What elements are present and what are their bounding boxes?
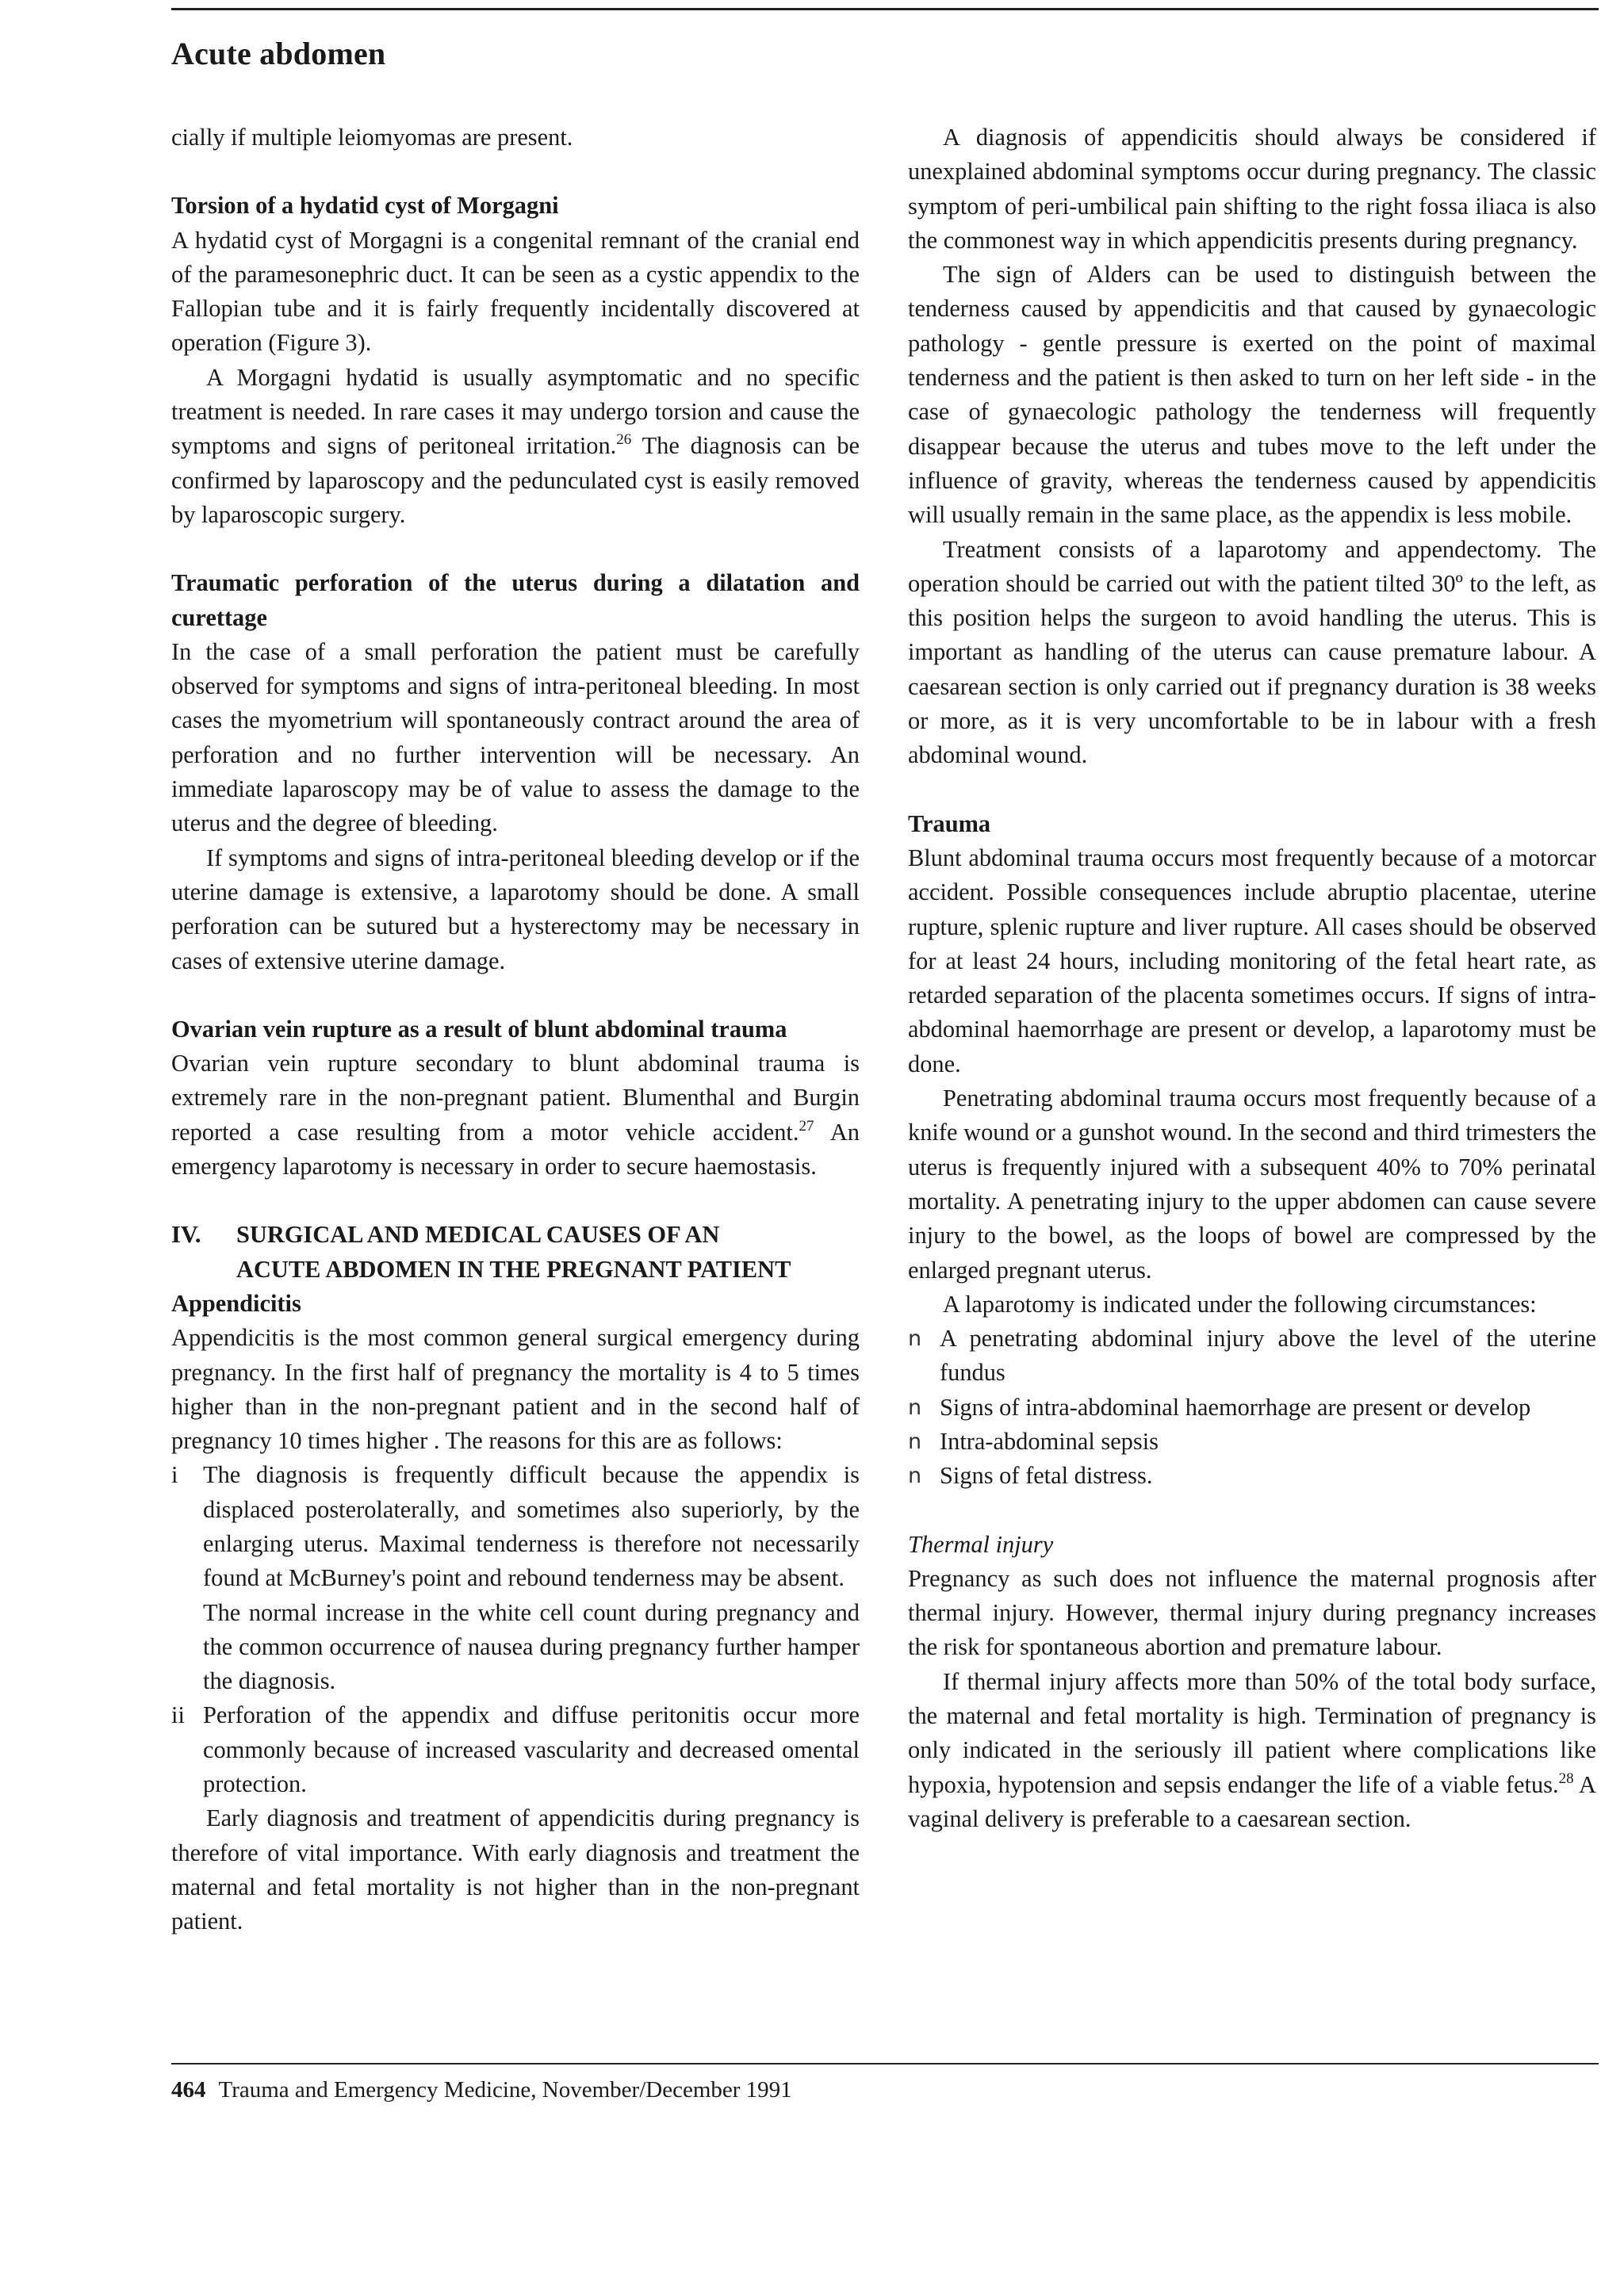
heading-thermal-injury: Thermal injury [908,1530,1054,1558]
page-number: 464 [171,2077,206,2103]
reference-26: 26 [616,431,632,449]
paragraph-trauma-3: A laparotomy is indicated under the following circumstances: [943,1290,1537,1318]
bullet-text: Intra-abdominal sepsis [940,1427,1159,1455]
bullet-item [908,1322,1596,1391]
bullet-marker: n [908,1429,922,1454]
bullet-marker: n [908,1326,922,1352]
paragraph-perforation-1: In the case of a small perforation the patient must be carefully observed for symptoms and signs of intra-peritoneal bleeding. In most cases the myometrium will spontaneously contract around the area of perforation and no further intervention will be necessary. An immediate laparoscopy may be of value to assess the damage to the uterus and the degree of bleeding. [171,637,860,837]
intro-paragraph: cially if multiple leiomyomas are present. [171,124,573,151]
heading-trauma: Trauma [908,809,991,837]
section-title-line-1: SURGICAL AND MEDICAL CAUSES OF AN [236,1221,720,1249]
bullet-text: Signs of fetal distress. [940,1462,1153,1490]
heading-ovarian: Ovarian vein rupture as a result of blunt abdominal trauma [171,1015,787,1043]
list-text: The diagnosis is frequently difficult because the appendix is displaced posterolaterally, and sometimes also superiorly, by the enlarging uterus. Maximal tenderness is therefore not necessarily found at McBurney's point and rebound tenderness may be absent. [203,1461,860,1592]
heading-perforation: Traumatic perforation of the uterus during a dilatation and curettage [171,569,860,631]
heading-appendicitis: Appendicitis [171,1289,301,1317]
right-column [908,121,1596,1836]
paragraph-trauma-2: Penetrating abdominal trauma occurs most frequently because of a knife wound or a gunshot wound. In the second and third trimesters the uterus is frequently injured with a subsequent 40% to 70% perinatal mortality. A penetrating injury to the upper abdomen can cause severe injury to the bowel, as the loops of bowel are compressed by the enlarged pregnant uterus. [908,1085,1596,1284]
list-item-i-continuation: The normal increase in the white cell count during pregnancy and the common occurrence of nausea during pregnancy further hamper the diagnosis. [203,1598,860,1695]
bullet-item [908,1459,1596,1493]
list-item-i [171,1458,860,1595]
paragraph-thermal-1: Pregnancy as such does not influence the maternal prognosis after thermal injury. However, thermal injury during pregnancy increases the risk for spontaneous abortion and premature labour. [908,1564,1596,1661]
section-heading [171,1218,860,1287]
list-marker: ii [171,1701,185,1729]
section-title-line-2: ACUTE ABDOMEN IN THE PREGNANT PATIENT [236,1255,791,1283]
bullet-text: Signs of intra-abdominal haemorrhage are present or develop [940,1393,1531,1421]
top-rule [171,8,1599,10]
heading-morgagni: Torsion of a hydatid cyst of Morgagni [171,192,559,220]
paragraph-thermal-2: If thermal injury affects more than 50% of the total body surface, the maternal and fetal mortality is high. Termination of pregnancy is only indicated in the seriously ill patient where complications like hypoxia, hypotension and sepsis endanger the life of a viable fetus.$^{28}$ A vaginal delivery is preferable to a caesarean section. [908,1667,1596,1832]
paragraph-morgagni-1: A hydatid cyst of Morgagni is a congenital remnant of the cranial end of the paramesonephric duct. It can be seen as a cystic appendix to the Fallopian tube and it is fairly frequently incidentally discovered at operation (Figure 3). [171,226,860,357]
running-header: Acute abdomen [171,36,386,71]
list-item-ii [171,1698,860,1801]
paragraph-ovarian: Ovarian vein rupture secondary to blunt abdominal trauma is extremely rare in the non-pregnant patient. Blumenthal and Burgin reported a case resulting from a motor vehicle accident.$^{27}$ An emergency laparotomy is necessary in order to secure haemostasis. [171,1050,860,1181]
reference-28: 28 [1558,1770,1574,1787]
footer-rule [171,2063,1599,2064]
reference-27: 27 [799,1117,814,1135]
paragraph-appendicitis-5: Treatment consists of a laparotomy and appendectomy. The operation should be carried out with the patient tilted 30º to the left, as this position helps the surgeon to avoid handling the uterus. This is important as handling of the uterus can cause premature labour. A caesarean section is only carried out if pregnancy duration is 38 weeks or more, as it is very uncomfortable to be in labour with a fresh abdominal wound. [908,535,1596,769]
paragraph-morgagni-2: A Morgagni hydatid is usually asymptomatic and no specific treatment is needed. In rare cases it may undergo torsion and cause the symptoms and signs of peritoneal irritation.$^{26}$ The diagnosis can be confirmed by laparoscopy and the pedunculated cyst is easily removed by laparoscopic surgery. [171,363,860,528]
bullet-item [908,1425,1596,1459]
paragraph-appendicitis-1: Appendicitis is the most common general surgical emergency during pregnancy. In the first half of pregnancy the mortality is 4 to 5 times higher than in the non-pregnant patient and in the second half of pregnancy 10 times higher . The reasons for this are as follows: [171,1324,860,1455]
bullet-marker: n [908,1395,922,1420]
footer [171,2077,792,2103]
bullet-text: A penetrating abdominal injury above the level of the uterine fundus [940,1325,1596,1387]
list-marker: i [171,1461,178,1489]
list-text: Perforation of the appendix and diffuse peritonitis occur more commonly because of increased vascularity and decreased omental protection. [203,1701,860,1798]
bullet-marker: n [908,1464,922,1489]
section-number: IV. [171,1221,201,1249]
bullet-item [908,1391,1596,1425]
paragraph-appendicitis-2: Early diagnosis and treatment of appendicitis during pregnancy is therefore of vital importance. With early diagnosis and treatment the maternal and fetal mortality is not higher than in the non-pregnant patient. [171,1804,860,1935]
paragraph-trauma-1: Blunt abdominal trauma occurs most frequently because of a motorcar accident. Possible consequences include abruptio placentae, uterine rupture, splenic rupture and liver rupture. All cases should be observed for at least 24 hours, including monitoring of the fetal heart rate, as retarded separation of the placenta sometimes occurs. If signs of intra-abdominal haemorrhage are present or develop, a laparotomy must be done. [908,844,1596,1077]
paragraph-appendicitis-4: The sign of Alders can be used to distinguish between the tenderness caused by appendicitis and that caused by gynaecologic pathology - gentle pressure is exerted on the point of maximal tenderness and the patient is then asked to turn on her left side - in the case of gynaecologic pathology the tenderness will frequently disappear because the uterus and tubes move to the left under the influence of gravity, whereas the tenderness caused by appendicitis will usually remain in the same place, as the appendix is less mobile. [908,261,1596,529]
paragraph-perforation-2: If symptoms and signs of intra-peritoneal bleeding develop or if the uterine damage is extensive, a laparotomy should be done. A small perforation can be sutured but a hysterectomy may be necessary in cases of extensive uterine damage. [171,844,860,974]
paragraph-appendicitis-3: A diagnosis of appendicitis should always be considered if unexplained abdominal symptoms occur during pregnancy. The classic symptom of peri-umbilical pain shifting to the right fossa iliaca is also the commonest way in which appendicitis presents during pregnancy. [908,124,1596,254]
left-column [171,121,860,1939]
journal-citation: Trauma and Emergency Medicine, November/December 1991 [218,2077,792,2103]
